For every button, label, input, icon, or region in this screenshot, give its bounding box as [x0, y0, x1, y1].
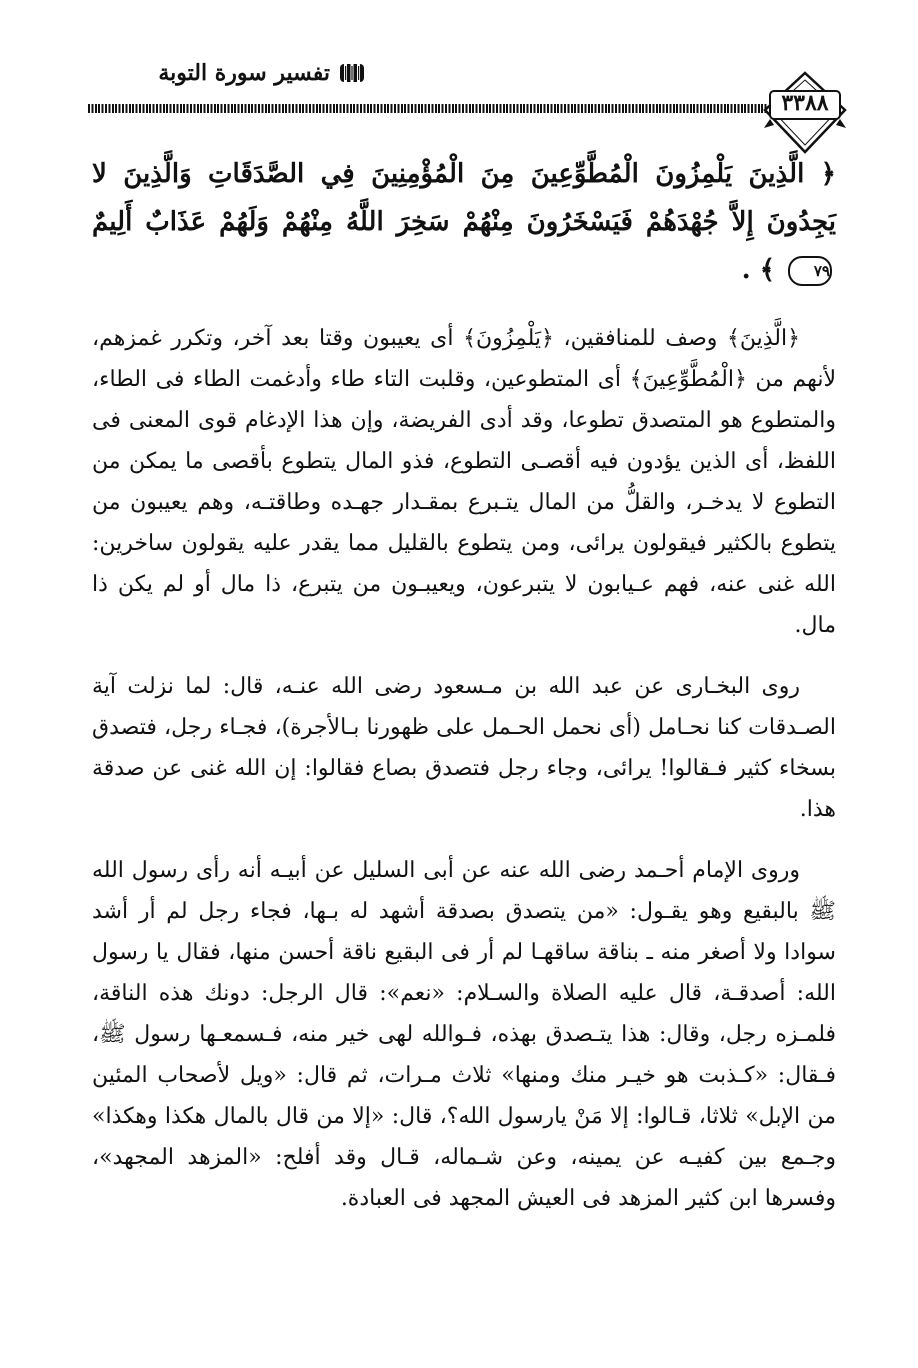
header-divider	[88, 104, 768, 113]
running-header-title: تفسير سورة التوبة	[158, 60, 330, 86]
hadith-paragraph-ahmad: وروى الإمام أحـمد رضى الله عنه عن أبى السليل عن أبيـه أنه رأى رسول الله ﷺ بالبقيع وهو يقـول: «من يتصدق بصدقة أشهد له بـها، فجاء رجل لم أر أشد سوادا ولا أصغر منه ـ بناقة ساقهـا لم أر فى البقيع ناقة أحسن منها، فقال يا رسول الله: أصدقـة، قال عليه الصلاة والسـلام: «نعم»: قال الرجل: دونك هذه الناقة، فلمـزه رجل، وقال: هذا يتـصدق بهذه، فـوالله لهى خير منه، فـسمعـها رسول ﷺ، فـقال: «كـذبت هو خيـر منك ومنها» ثلاث مـرات، ثم قال: «ويل لأصحاب المئين من الإبل» ثلاثا، قـالوا: إلا مَنْ يارسول الله؟، قال: «إلا من قال بالمال هكذا وهكذا» وجـمع بين كفيـه عن يمينه، وعن شـماله، قـال وقد أفلح: «المزهد المجهد»، وفسرها ابن كثير المزهد فى العيش المجهد فى العبادة.	[92, 858, 836, 1211]
ornament-icon	[338, 60, 366, 86]
verse-text: ﴿ الَّذِينَ يَلْمِزُونَ الْمُطَّوِّعِينَ مِنَ الْمُؤْمِنِينَ فِي الصَّدَقَاتِ وَالَّذِينَ لا يَجِدُونَ إِلاَّ جُهْدَهُمْ فَيَسْخَرُونَ مِنْهُمْ سَخِرَ اللَّهُ مِنْهُمْ وَلَهُمْ عَذَابٌ أَلِيمٌ	[92, 159, 836, 237]
page-number: ٣٣٨٨	[781, 90, 829, 116]
quran-verse	[92, 150, 836, 294]
ayah-number-marker: ٧٩	[788, 256, 832, 286]
hadith-paragraph-bukhari: روى البخـارى عن عبد الله بن مـسعود رضى الله عنـه، قال: لما نزلت آية الصـدقات كنا نحـامل (أى نحمل الحـمل على ظهورنا بـالأجرة)، فجـاء رجل، فتصدق بسخاء كثير فـقالوا! يرائى، وجاء رجل فتصدق بصاع فقالوا: إن الله غنى عن صدقة هذا.	[92, 674, 836, 822]
verse-closing: ﴾ .	[741, 255, 775, 285]
commentary-paragraph: ﴿الَّذِينَ﴾ وصف للمنافقين، ﴿يَلْمِزُونَ﴾ أى يعيبون وقتا بعد آخر، وتكرر غمزهم، لأنهم من ﴿الْمُطَّوِّعِينَ﴾ أى المتطوعين، وقلبت التاء طاء وأدغمت الطاء فى الطاء، والمتطوع هو المتصدق تطوعا، وقد أدى الفريضة، وإن هذا الإدغام قوى المعنى فى اللفظ، أى الذين يؤدون فيه أقصـى التطوع، فذو المال يتطوع بأقصى ما يمكن من التطوع لا يدخـر، والقلُّ من المال يتـبرع بمقـدار جهـده وطاقتـه، وهم يعيبون من يتطوع بالكثير فيقولون يرائى، ومن يتطوع بالقليل مما يقدر عليه يقولون ساخرين: الله غنى عنه، فهم عـيابون لا يتبرعون، ويعيبـون من يتبرع، ذا مال أو لم يكن ذا مال.	[92, 326, 836, 638]
page-content	[92, 150, 836, 1239]
